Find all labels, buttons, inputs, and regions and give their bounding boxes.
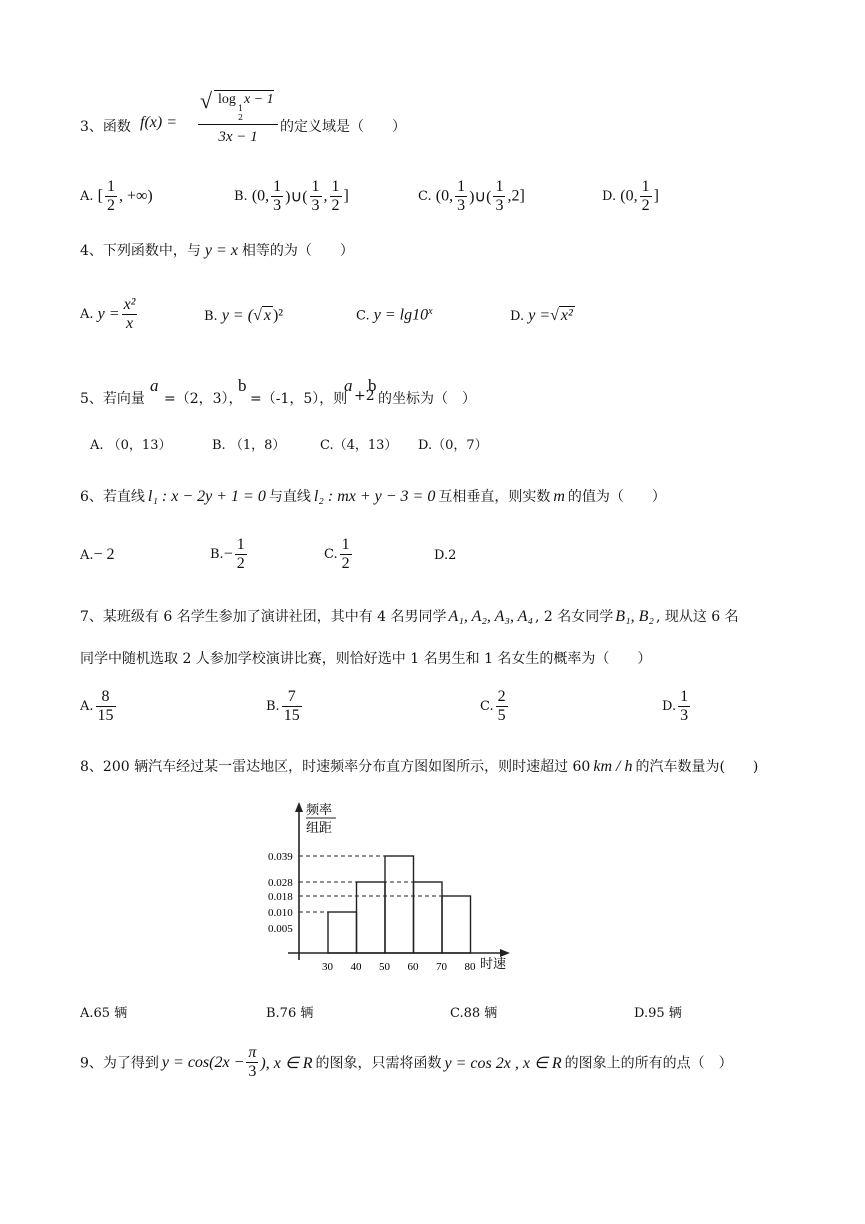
vector-a-symbol: a (150, 376, 159, 395)
q3-denominator: 3x − 1 (218, 129, 258, 145)
q4-option-a[interactable]: A. y = $\frac{\text{x²}}{x}$ (80, 296, 136, 332)
q7-line1: 7、某班级有 6 名学生参加了演讲社团，其中有 4 名男同学 A₁, A₂, A₃, A₄ , 2 名女同学 B₁, B₂ , 现从这 6 名 (80, 608, 739, 625)
q6-option-a[interactable]: A.− 2 (80, 546, 115, 563)
q3-option-a[interactable]: A. [ $\frac{1}{2}$ , +∞) (80, 178, 153, 214)
y-axis-arrow (295, 802, 303, 812)
q5-option-b[interactable]: B. （1，8） (212, 438, 286, 453)
histogram-bar (442, 896, 471, 953)
q3-fraction: √ log 1 2 x − 1 3x − 1 (198, 84, 278, 146)
histogram-bar (385, 856, 414, 953)
vector-b-symbol: b (238, 376, 247, 395)
q7-option-d[interactable]: D. $\frac{1}{3}$ (662, 688, 689, 724)
q3-option-b[interactable]: B. (0, $\frac{1}{3}$ )∪( $\frac{1}{3}$ , $\frac{1}{2}$ ] (234, 178, 349, 214)
q3-suffix: 的定义域是（ ） (280, 119, 406, 135)
q7-option-c[interactable]: C. $\frac{2}{5}$ (480, 688, 506, 724)
q3-log-arg: x − 1 (244, 92, 274, 107)
q3-log-base-den: 2 (238, 113, 244, 122)
q6-option-c[interactable]: C. $\frac{1}{2}$ (324, 536, 350, 572)
y-label-top: 频率 (306, 802, 333, 817)
y-tick-label: 0.028 (268, 877, 293, 889)
y-tick-label: 0.010 (268, 907, 293, 919)
y-tick-label: 0.039 (268, 851, 293, 863)
q3-log-base-num: 1 (238, 104, 244, 113)
x-label: 时速 (480, 956, 507, 971)
q7-option-b[interactable]: B. $\frac{7}{15}$ (266, 688, 300, 724)
q8-option-d[interactable]: D.95 辆 (634, 1006, 682, 1021)
q7-line2: 同学中随机选取 2 人参加学校演讲比赛，则恰好选中 1 名男生和 1 名女生的概率为（ ） (80, 651, 652, 667)
histogram-bar (357, 882, 386, 953)
q6-option-b[interactable]: B.− $\frac{1}{2}$ (210, 536, 245, 572)
q6-option-d[interactable]: D.2 (434, 548, 457, 563)
q4-option-b[interactable]: B. y = (√ x )² (204, 307, 284, 324)
q3-option-c[interactable]: C. (0, $\frac{1}{3}$ )∪( $\frac{1}{3}$ ,2] (418, 178, 525, 214)
x-tick-label: 40 (350, 961, 362, 973)
q9-stem: 9、为了得到 y = cos(2x − $\frac{\pi}{3}$ ), x ∈ R 的图象，只需将函数 y = cos 2x , x ∈ R 的图象上的所有的点（ ） (80, 1044, 733, 1080)
q3-option-d[interactable]: D. (0, $\frac{1}{2}$ ] (602, 178, 659, 214)
histogram-bar (328, 912, 357, 953)
x-tick-label: 50 (379, 961, 390, 973)
x-tick-label: 30 (322, 961, 333, 973)
q3-fx: f(x) = (140, 114, 177, 131)
q5-option-d[interactable]: D.（0，7） (418, 438, 488, 453)
q8-option-b[interactable]: B.76 辆 (266, 1006, 314, 1021)
x-tick-label: 80 (464, 961, 476, 973)
x-tick-label: 70 (436, 961, 447, 973)
q5-option-a[interactable]: A. （0，13） (90, 438, 172, 453)
q7-option-a[interactable]: A. $\frac{8}{15}$ (80, 688, 114, 724)
y-tick-label: 0.005 (268, 923, 293, 935)
q8-option-a[interactable]: A.65 辆 (80, 1006, 128, 1021)
q4-stem: 4、下列函数中，与 y = x 相等的为（ ） (80, 242, 354, 259)
q3-log: log (218, 92, 236, 107)
q8-option-c[interactable]: C.88 辆 (450, 1006, 498, 1021)
q5-option-c[interactable]: C.（4，13） (320, 438, 398, 453)
histogram-bar (414, 882, 443, 953)
q3-prefix: 3、函数 (80, 119, 131, 135)
q4-option-d[interactable]: D. y =√ x² (510, 307, 573, 324)
q6-stem: 6、若直线 l₁ : x − 2y + 1 = 0 与直线 l₂ : mx + y − 3 = 0 互相垂直，则实数 m 的值为（ ） (80, 488, 666, 505)
q4-option-c[interactable]: C. $y = \lg 10^x$ (356, 306, 433, 324)
q3-sqrt-bar (214, 90, 274, 91)
speed-histogram (266, 800, 516, 975)
q8-stem: 8、200 辆汽车经过某一雷达地区，时速频率分布直方图如图所示，则时速超过 60 km / h 的汽车数量为( ) (80, 758, 759, 775)
y-label-bottom: 组距 (306, 820, 333, 835)
x-tick-label: 60 (407, 961, 419, 973)
y-tick-label: 0.018 (268, 891, 293, 903)
